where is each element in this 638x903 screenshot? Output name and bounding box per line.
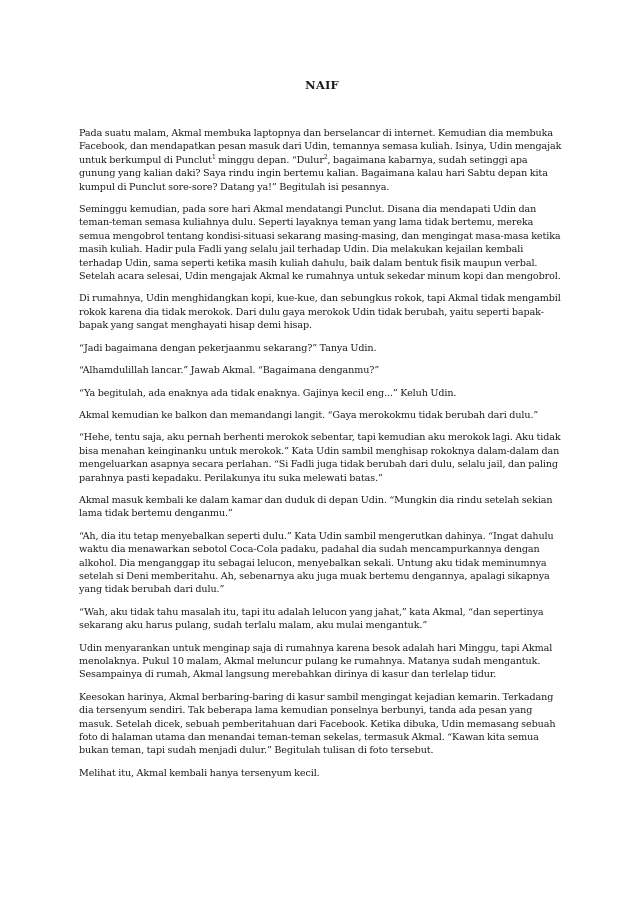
paragraph: “Jadi bagaimana dengan pekerjaanmu sekarang?” Tanya Udin. — [79, 342, 377, 354]
paragraph: Di rumahnya, Udin menghidangkan kopi, kue-kue, dan sebungkus rokok, tapi Akmal tidak mengambil rokok karena dia tidak merokok. Dari dulu gaya merokok Udin tidak berubah, yaitu seperti bapak-bapak yang sangat menghayati hisap demi hisap. — [79, 293, 561, 332]
paragraph: “Ya begitulah, ada enaknya ada tidak enaknya. Gajinya kecil eng...” Keluh Udin. — [79, 387, 457, 399]
paragraph: Akmal kemudian ke balkon dan memandangi langit. “Gaya merokokmu tidak berubah dari dulu.” — [79, 409, 539, 421]
paragraph: Udin menyarankan untuk menginap saja di rumahnya karena besok adalah hari Minggu, tapi Akmal menolaknya. Pukul 10 malam, Akmal meluncur pulang ke rumahnya. Matanya sudah mengantuk. Sesampainya di rumah, Akmal langsung merebahkan dirinya di kasur dan terlelap tidur. — [79, 642, 553, 681]
paragraph: “Wah, aku tidak tahu masalah itu, tapi itu adalah lelucon yang jahat,” kata Akmal, “dan sepertinya sekarang aku harus pulang, sudah terlalu malam, aku mulai mengantuk.” — [79, 606, 544, 632]
paragraph: “Alhamdulillah lancar.” Jawab Akmal. “Bagaimana denganmu?” — [79, 365, 380, 377]
paragraph: “Hehe, tentu saja, aku pernah berhenti merokok sebentar, tapi kemudian aku merokok lagi. Aku tidak bisa menahan keinginanku untuk merokok.” Kata Udin sambil menghisap rokoknya dalam-dalam dan mengeluarkan asapnya secara perlahan. “Si Fadli juga tidak berubah dari dulu, selalu jail, dan paling parahnya pasti kepadaku. Perilakunya itu suka melewati batas.” — [79, 432, 561, 484]
text-segment: , bagaimana kabarnya, sudah setinggi apa gunung yang kalian daki? Saya rindu ingin bertemu kalian. Bagaimana kalau hari Sabtu depan kita kumpul di Punclut sore-sore? Datang ya!” Begitulah isi pesannya. — [79, 154, 548, 193]
document-title: NAIF — [305, 78, 339, 92]
text-segment: minggu depan. “Dulur — [215, 154, 324, 166]
text-segment: Pada suatu malam, Akmal membuka laptopnya dan berselancar di internet. Kemudian dia membuka Facebook, dan mendapatkan pesan masuk dari Udin, temannya semasa kuliah. Isinya, Udin mengajak untuk berkumpul di Punclut — [79, 128, 562, 166]
document-page — [79, 78, 565, 789]
paragraph — [79, 127, 565, 194]
paragraph: “Ah, dia itu tetap menyebalkan seperti dulu.” Kata Udin sambil mengerutkan dahinya. “Ingat dahulu waktu dia menawarkan sebotol Coca-Cola padaku, padahal dia sudah mencampurkannya dengan alkohol. Dia menganggap itu sebagai lelucon, menyebalkan sekali. Untung aku tidak meminumnya setelah si Deni memberitahu. Ah, sebenarnya aku juga muak bertemu dengannya, apalagi sikapnya yang tidak berubah dari dulu.” — [79, 530, 554, 596]
document-body — [79, 127, 565, 780]
footnote-marker: 2 — [323, 153, 328, 161]
footnote-marker: 1 — [211, 153, 216, 161]
paragraph: Seminggu kemudian, pada sore hari Akmal mendatangi Punclut. Disana dia mendapati Udin dan teman-teman semasa kuliahnya dulu. Seperti layaknya teman yang lama tidak bertemu, mereka semua mengobrol tentang kondisi-situasi sekarang masing-masing, dan mengingat masa-masa ketika masih kuliah. Hadir pula Fadli yang selalu jail terhadap Udin. Dia melakukan kejailan kembali terhadap Udin, sama seperti ketika masih kuliah dahulu, baik dalam bentuk fisik maupun verbal. Setelah acara selesai, Udin mengajak Akmal ke rumahnya untuk sekedar minum kopi dan mengobrol. — [79, 204, 561, 283]
paragraph: Akmal masuk kembali ke dalam kamar dan duduk di depan Udin. “Mungkin dia rindu setelah sekian lama tidak bertemu denganmu.” — [79, 494, 553, 520]
paragraph: Melihat itu, Akmal kembali hanya tersenyum kecil. — [79, 767, 320, 779]
paragraph: Keesokan harinya, Akmal berbaring-baring di kasur sambil mengingat kejadian kemarin. Terkadang dia tersenyum sendiri. Tak beberapa lama kemudian ponselnya berbunyi, tanda ada pesan yang masuk. Setelah dicek, sebuah pemberitahuan dari Facebook. Ketika dibuka, Udin memasang sebuah foto di halaman utama dan menandai teman-teman sekelas, termasuk Akmal. “Kawan kita semua bukan teman, tapi sudah menjadi dulur.” Begitulah tulisan di foto tersebut. — [79, 691, 556, 757]
